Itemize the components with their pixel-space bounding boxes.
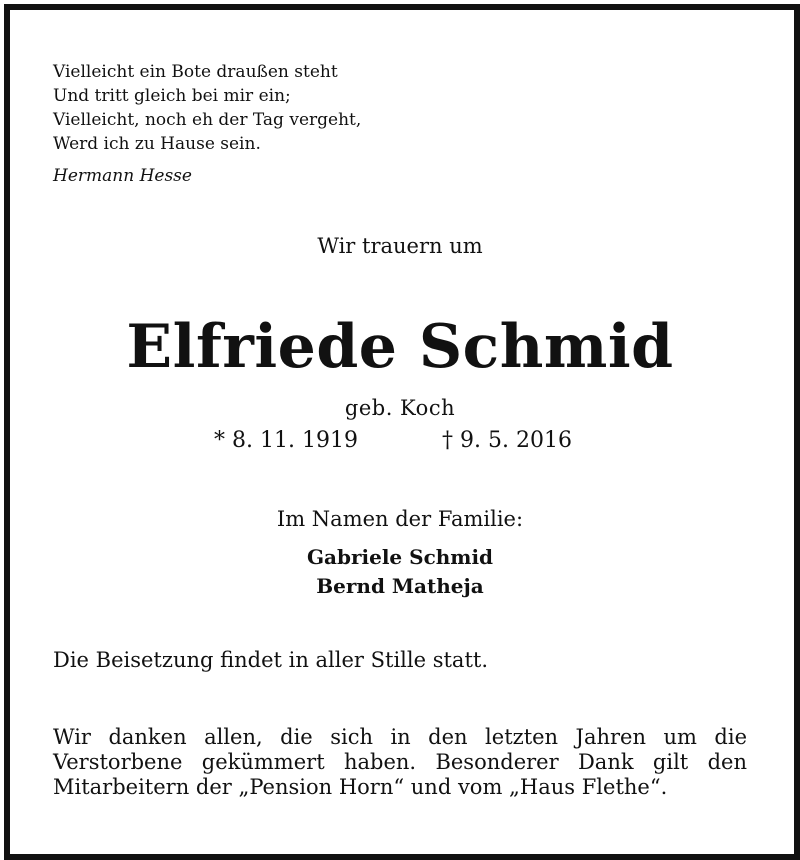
thanks-paragraph xyxy=(53,725,747,800)
poem-line: Vielleicht, noch eh der Tag vergeht, xyxy=(53,110,362,130)
mourning-intro: Wir trauern um xyxy=(317,234,483,258)
poem-line: Vielleicht ein Bote draußen steht xyxy=(53,62,338,82)
birth-date: * 8. 11. 1919 xyxy=(214,428,358,453)
family-member: Gabriele Schmid xyxy=(306,545,494,569)
burial-note: Die Beisetzung findet in aller Stille statt. xyxy=(53,648,489,672)
family-intro: Im Namen der Familie: xyxy=(276,507,524,531)
thanks-line: Wir danken allen, die sich in den letzten Jahren um die xyxy=(53,725,747,749)
thanks-line: Verstorbene gekümmert haben. Besonderer Dank gilt den xyxy=(53,750,747,774)
family-members xyxy=(0,543,800,601)
poem xyxy=(53,60,361,156)
deceased-name: Elfriede Schmid xyxy=(126,312,674,382)
death-date: † 9. 5. 2016 xyxy=(442,428,572,453)
maiden-name: geb. Koch xyxy=(344,396,456,420)
family-member: Bernd Matheja xyxy=(316,574,484,598)
poem-line: Werd ich zu Hause sein. xyxy=(53,134,261,154)
thanks-line: Mitarbeitern der „Pension Horn“ und vom „Haus Flethe“. xyxy=(53,775,668,799)
poem-line: Und tritt gleich bei mir ein; xyxy=(53,86,291,106)
poem-author: Hermann Hesse xyxy=(53,166,192,186)
